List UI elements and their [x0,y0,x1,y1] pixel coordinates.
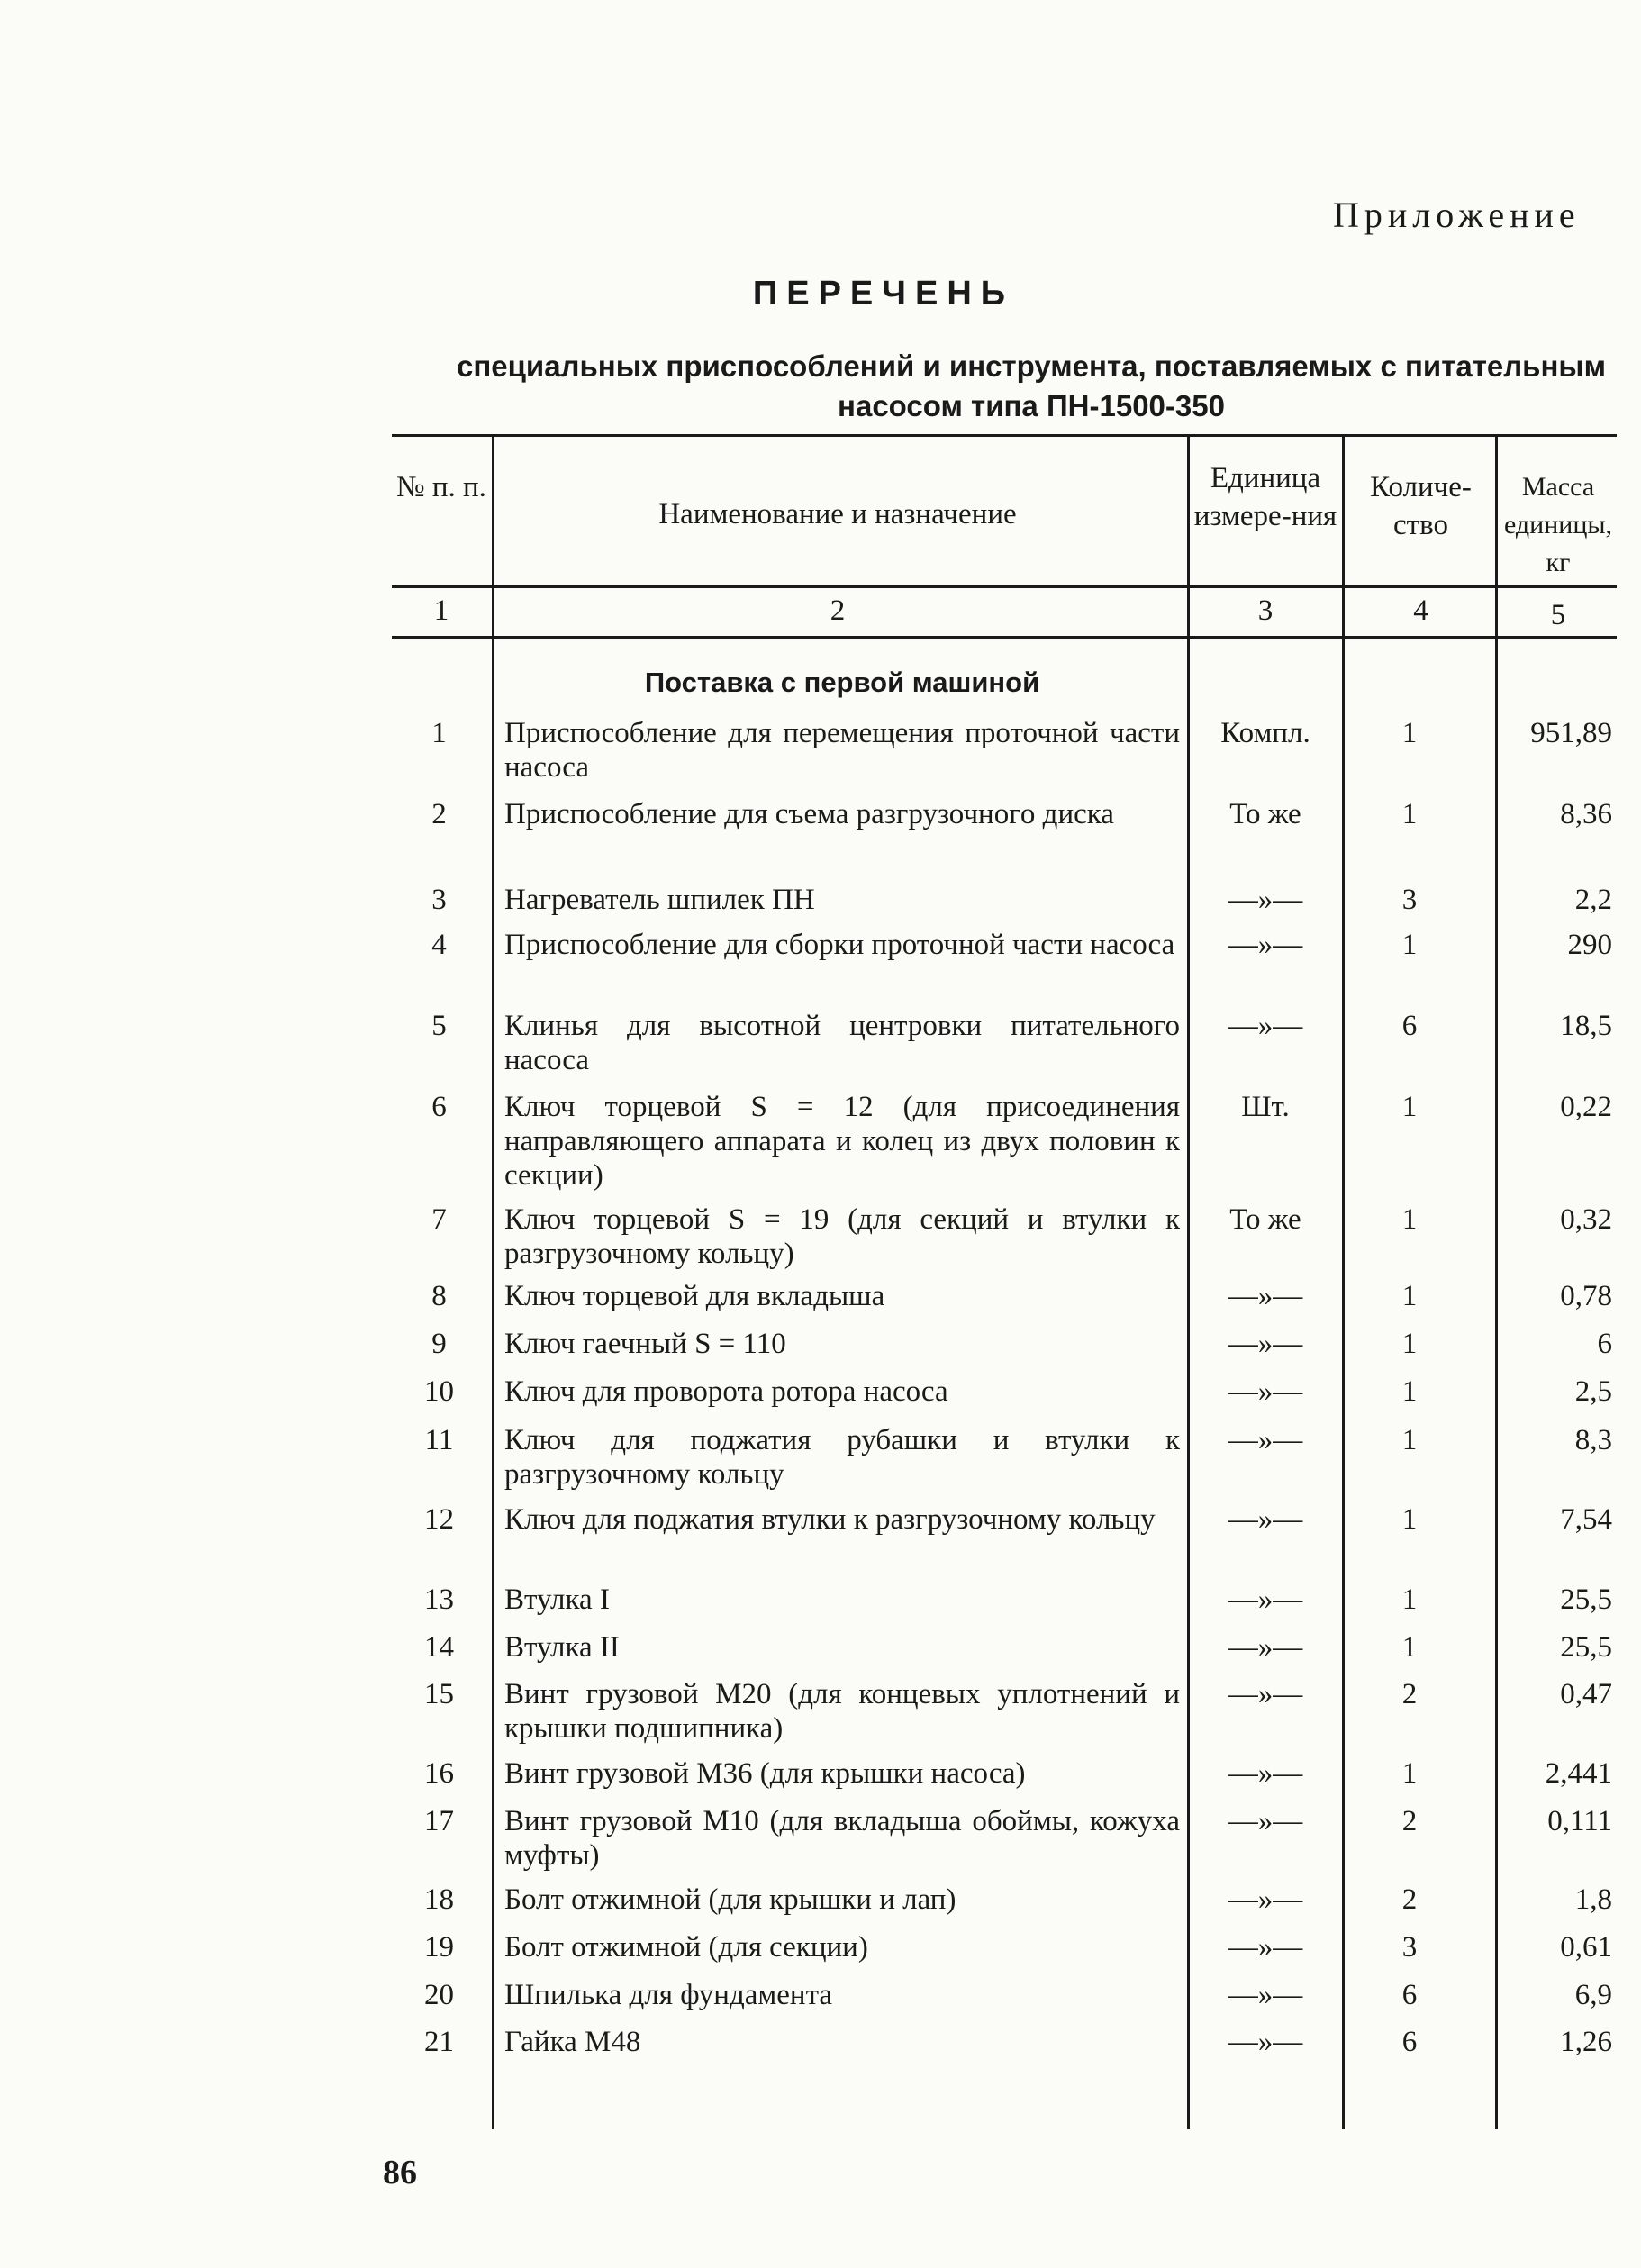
row-mass: 0,47 [1560,1678,1612,1710]
row-unit: —»— [1228,1424,1303,1456]
row-quantity: 1 [1401,1203,1418,1236]
row-unit: —»— [1228,1805,1303,1837]
row-unit: —»— [1228,1503,1303,1536]
row-unit: —»— [1228,2026,1303,2058]
row-quantity: 1 [1401,798,1418,830]
column-number-1: 1 [433,594,449,627]
row-quantity: 1 [1401,1503,1418,1536]
column-number-4: 4 [1413,594,1428,627]
row-quantity: 6 [1401,1010,1418,1042]
row-name: Болт отжимной (для крышки и лап) [504,1883,956,1916]
row-unit: —»— [1228,1631,1303,1664]
row-mass: 25,5 [1560,1631,1612,1664]
row-name: Клинья для высотной центровки питательного насоса [504,1010,1180,1076]
row-unit: Компл. [1220,717,1310,749]
row-mass: 2,2 [1574,884,1612,916]
appendix-label: Приложение [1333,195,1581,235]
row-number: 11 [424,1424,454,1456]
row-mass: 0,61 [1560,1931,1612,1964]
row-name: Втулка II [504,1631,620,1664]
row-number: 1 [431,717,447,749]
row-mass: 2,5 [1574,1375,1612,1408]
row-mass: 8,36 [1560,798,1612,830]
row-name: Винт грузовой М20 (для концевых уплотнений и крышки подшипника) [504,1678,1180,1745]
row-name: Ключ торцевой S = 19 (для секций и втулки к разгрузочному кольцу) [504,1203,1180,1270]
row-number: 4 [431,929,447,961]
row-name: Винт грузовой М36 (для крышки насоса) [504,1757,1026,1790]
header-bottom-rule [392,585,1617,588]
row-quantity: 3 [1401,884,1418,916]
row-unit: —»— [1228,1010,1303,1042]
row-number: 20 [424,1979,454,2011]
row-mass: 25,5 [1560,1583,1612,1616]
row-quantity: 1 [1401,717,1418,749]
row-number: 14 [424,1631,454,1664]
row-unit: —»— [1228,884,1303,916]
row-quantity: 6 [1401,1979,1418,2011]
header-unit: Единица измере-ния [1193,462,1337,532]
row-name: Ключ гаечный S = 110 [504,1328,786,1360]
row-unit: Шт. [1241,1091,1290,1123]
row-number: 8 [431,1280,447,1312]
header-quantity: Количе-ство [1370,471,1472,541]
row-number: 16 [424,1757,454,1790]
row-mass: 0,32 [1560,1203,1612,1236]
header-mass: Масса единицы, кг [1503,472,1613,577]
row-number: 10 [424,1375,454,1408]
row-name: Ключ для проворота ротора насоса [504,1375,948,1408]
column-divider-1 [492,436,494,2129]
row-quantity: 1 [1401,1091,1418,1123]
row-mass: 8,3 [1574,1424,1612,1456]
row-number: 12 [424,1503,454,1536]
row-unit: —»— [1228,1883,1303,1916]
row-unit: —»— [1228,1678,1303,1710]
row-mass: 0,22 [1560,1091,1612,1123]
row-quantity: 2 [1401,1883,1418,1916]
row-quantity: 1 [1401,1757,1418,1790]
row-quantity: 1 [1401,1631,1418,1664]
row-quantity: 3 [1401,1931,1418,1964]
column-number-5: 5 [1550,599,1566,631]
section-title: Поставка с первой машиной [644,667,1040,698]
row-unit: То же [1229,1203,1301,1236]
row-mass: 290 [1567,929,1612,961]
row-quantity: 1 [1401,1375,1418,1408]
row-name: Ключ для поджатия рубашки и втулки к разгрузочному кольцу [504,1424,1180,1491]
row-unit: —»— [1228,1979,1303,2011]
row-number: 13 [424,1583,454,1616]
row-mass: 0,111 [1547,1805,1612,1837]
row-name: Нагреватель шпилек ПН [504,884,815,916]
row-unit: —»— [1228,929,1303,961]
row-name: Приспособление для сборки проточной части насоса [504,929,1175,961]
row-number: 9 [431,1328,447,1360]
column-numbers-bottom-rule [392,636,1617,639]
row-name: Ключ для поджатия втулки к разгрузочному кольцу [504,1503,1156,1536]
row-unit: —»— [1228,1375,1303,1408]
row-mass: 18,5 [1560,1010,1612,1042]
row-number: 17 [424,1805,454,1837]
row-unit: —»— [1228,1280,1303,1312]
column-divider-2 [1187,436,1190,2129]
row-quantity: 1 [1401,1583,1418,1616]
row-quantity: 1 [1401,1328,1418,1360]
header-number: № п. п. [396,471,486,503]
row-quantity: 6 [1401,2026,1418,2058]
row-quantity: 1 [1401,929,1418,961]
row-mass: 2,441 [1545,1757,1612,1790]
row-number: 7 [431,1203,447,1236]
row-name: Ключ торцевой S = 12 (для присоединения направляющего аппарата и колец из двух половин к секции) [504,1091,1180,1192]
row-mass: 7,54 [1560,1503,1612,1536]
row-number: 5 [431,1010,447,1042]
row-quantity: 1 [1401,1280,1418,1312]
row-number: 2 [431,798,447,830]
table-top-rule [392,434,1617,437]
row-number: 3 [431,884,447,916]
row-name: Приспособление для перемещения проточной части насоса [504,717,1180,784]
row-name: Гайка М48 [504,2026,641,2058]
row-unit: —»— [1228,1931,1303,1964]
column-divider-3 [1342,436,1345,2129]
row-name: Шпилька для фундамента [504,1979,833,2011]
row-name: Приспособление для съема разгрузочного диска [504,798,1114,830]
row-number: 15 [424,1678,454,1710]
header-name: Наименование и назначение [658,498,1017,531]
document-title: ПЕРЕЧЕНЬ [752,275,1015,313]
document-subtitle: специальных приспособлений и инструмента, поставляемых с питательным насосом типа ПН-1500-350 [456,349,1606,422]
row-mass: 951,89 [1530,717,1612,749]
page-number: 86 [383,2154,417,2191]
row-mass: 1,8 [1574,1883,1612,1916]
row-number: 18 [424,1883,454,1916]
row-name: Втулка I [504,1583,610,1616]
row-mass: 0,78 [1560,1280,1612,1312]
row-name: Болт отжимной (для секции) [504,1931,868,1964]
row-name: Ключ торцевой для вкладыша [504,1280,885,1312]
row-mass: 6,9 [1574,1979,1612,2011]
row-mass: 1,26 [1560,2026,1612,2058]
row-unit: —»— [1228,1583,1303,1616]
row-number: 6 [431,1091,447,1123]
row-mass: 6 [1597,1328,1612,1360]
row-quantity: 2 [1401,1678,1418,1710]
row-unit: —»— [1228,1757,1303,1790]
row-quantity: 1 [1401,1424,1418,1456]
row-unit: То же [1229,798,1301,830]
row-number: 19 [424,1931,454,1964]
row-unit: —»— [1228,1328,1303,1360]
column-number-2: 2 [830,594,846,627]
row-quantity: 2 [1401,1805,1418,1837]
row-number: 21 [424,2026,454,2058]
row-name: Винт грузовой М10 (для вкладыша обоймы, кожуха муфты) [504,1805,1180,1872]
column-number-3: 3 [1257,594,1274,627]
